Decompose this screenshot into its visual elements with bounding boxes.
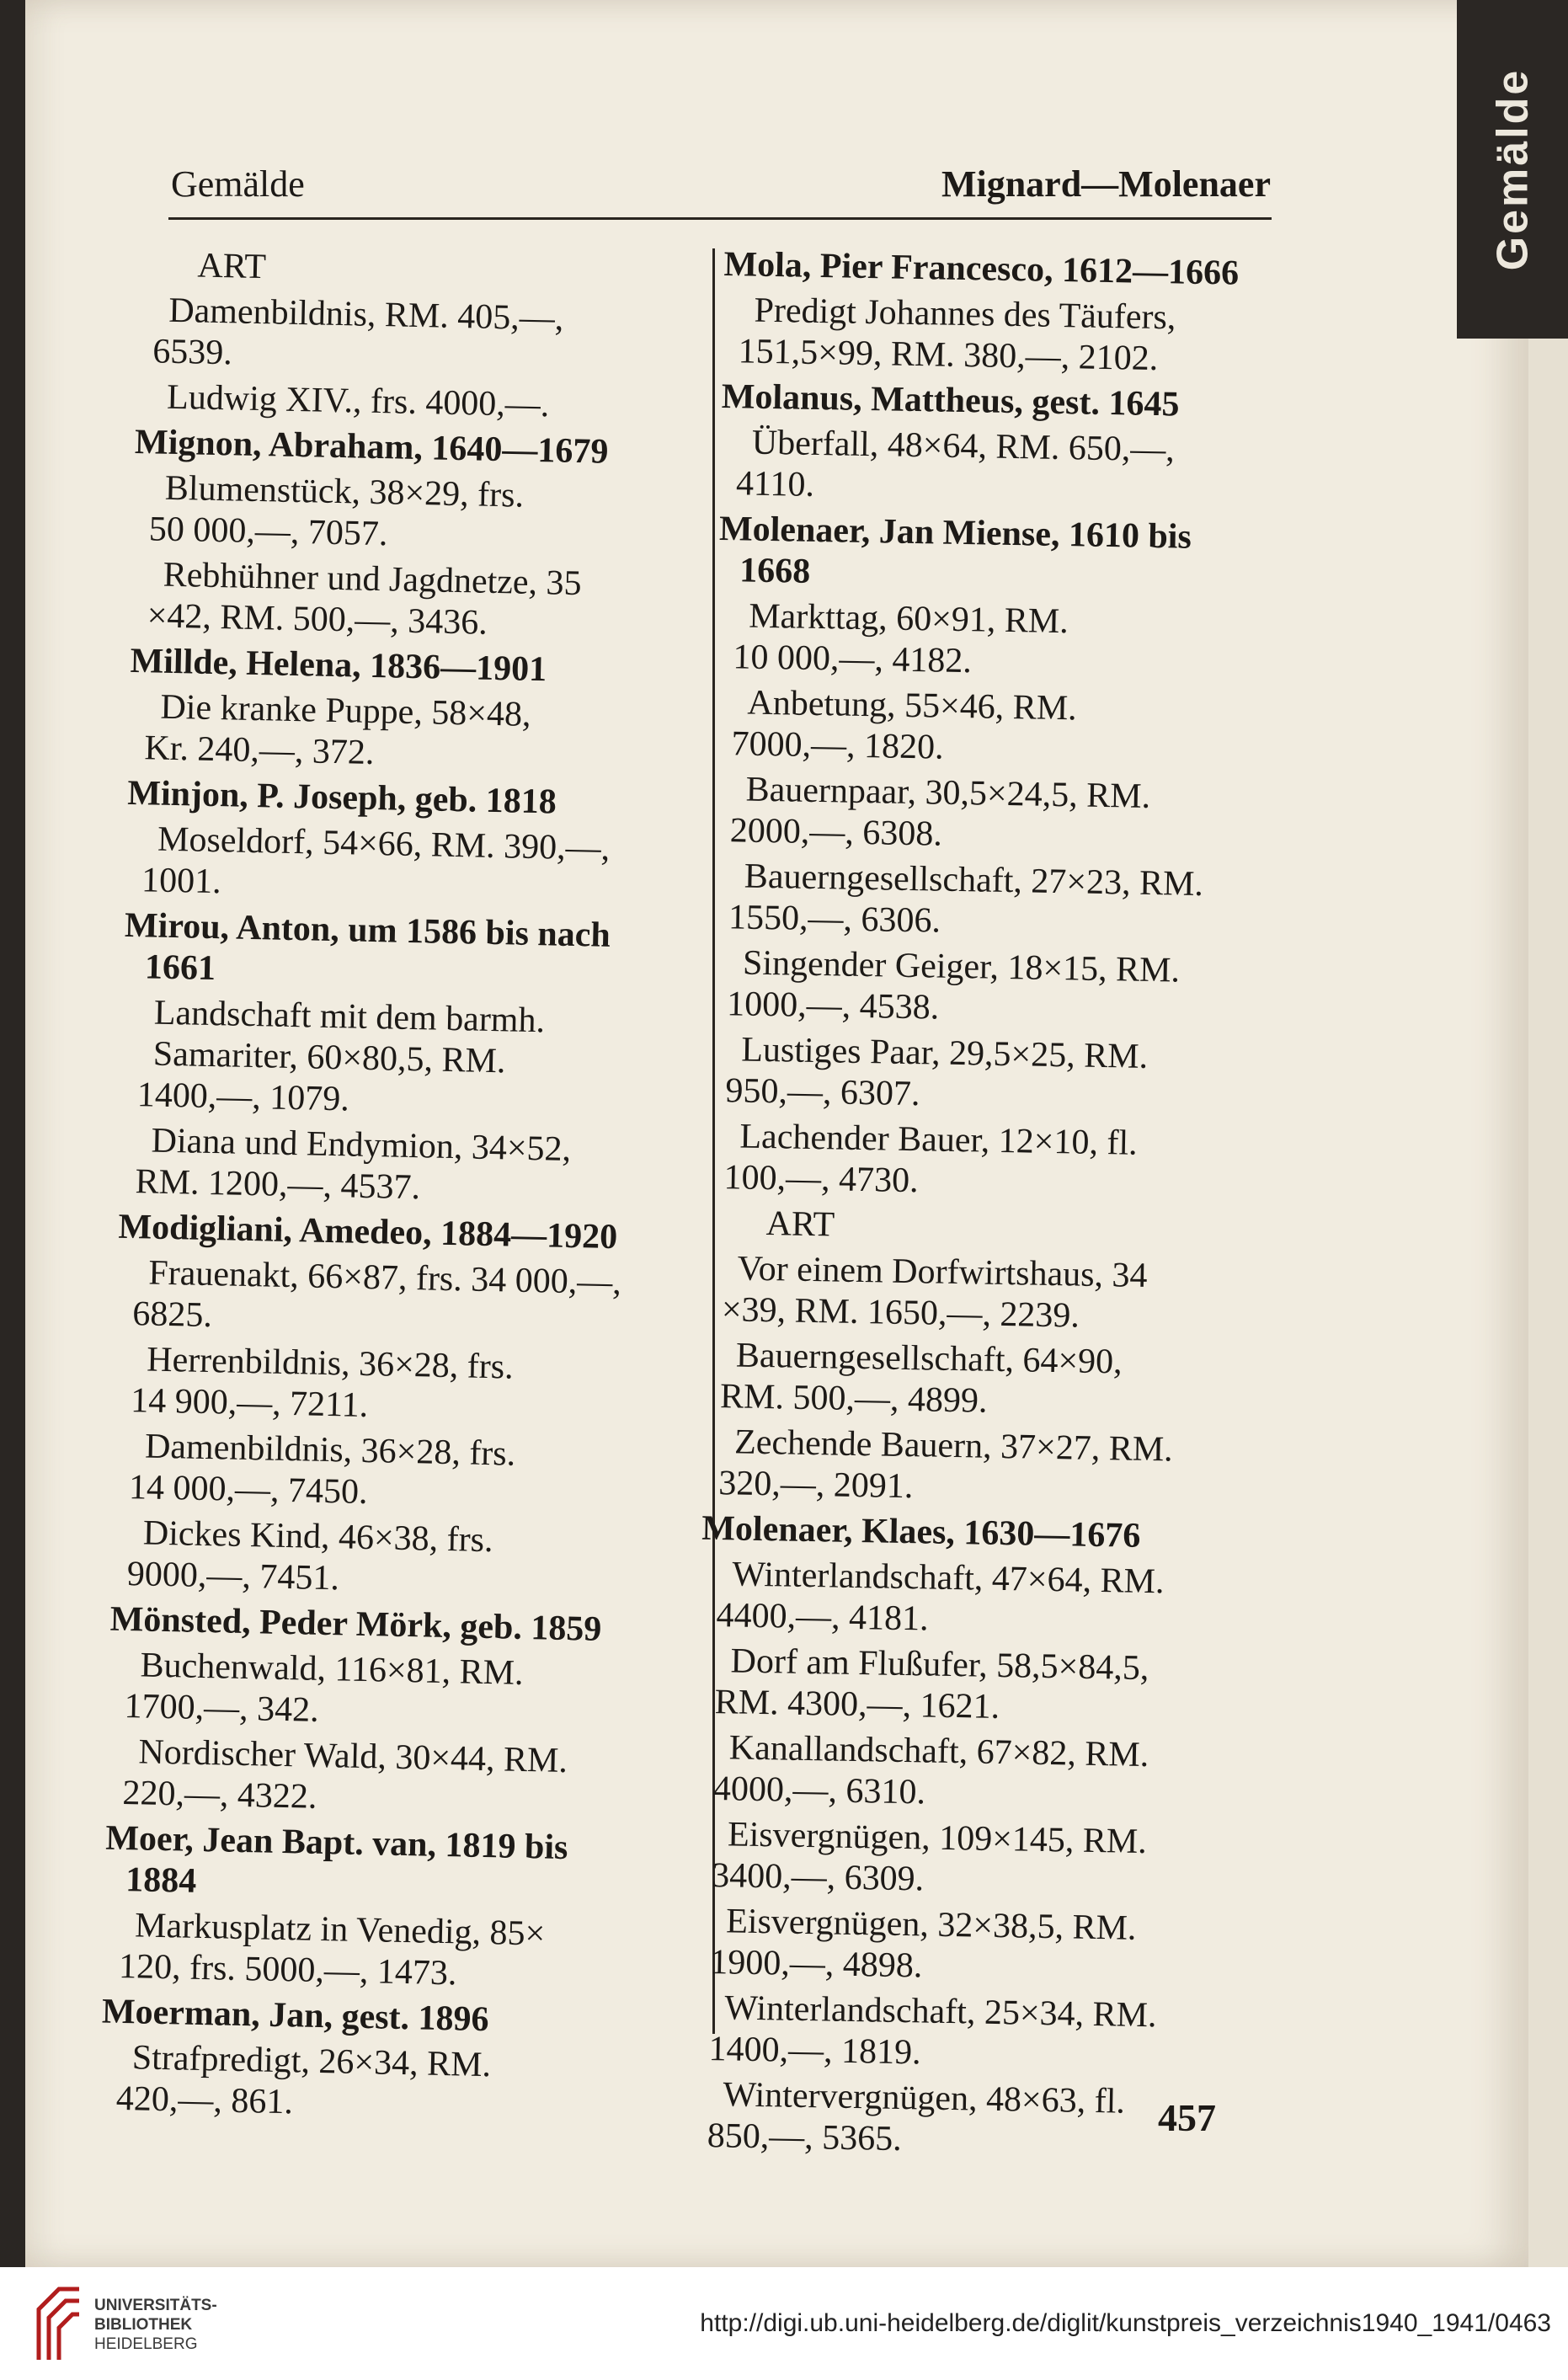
work-entry (708, 1988, 1241, 2079)
art-label: ART (765, 1204, 835, 1245)
artist-name-continuation: 1884 (125, 1860, 197, 1901)
work-title: Eisvergnügen, 109×145, RM. (727, 1815, 1148, 1862)
work-entry (152, 291, 677, 384)
work-entry (124, 1645, 648, 1738)
artist-name: Mignon, Abraham, 1640—1679 (134, 422, 609, 472)
work-entry (716, 1554, 1249, 1646)
artist-name: Millde, Helena, 1836—1901 (130, 641, 547, 690)
section-tab (1457, 0, 1568, 339)
work-entry (731, 683, 1264, 775)
work-title: Winterlandschaft, 25×34, RM. (724, 1988, 1157, 2036)
work-entry (136, 993, 662, 1128)
work-title: Strafpredigt, 26×34, RM. (131, 2038, 492, 2085)
artist-heading (723, 244, 1272, 295)
work-details: 1400,—, 1819. (708, 2030, 921, 2073)
work-details: 151,5×99, RM. 380,—, 2102. (738, 332, 1159, 379)
artist-heading (127, 773, 667, 825)
library-name-line2: BIBLIOTHEK (94, 2316, 193, 2334)
work-details: RM. 1200,—, 4537. (135, 1162, 421, 1208)
work-title: Anbetung, 55×46, RM. (747, 683, 1078, 728)
artist-heading (718, 509, 1267, 600)
work-details: 420,—, 861. (115, 2078, 294, 2122)
work-details: 1700,—, 342. (124, 1687, 320, 1730)
work-title: Wintervergnügen, 48×63, fl. (723, 2075, 1126, 2121)
work-details: ×42, RM. 500,—, 3436. (147, 596, 488, 643)
work-entry (729, 770, 1262, 862)
work-entry (118, 1905, 643, 1998)
work-title: Kanallandschaft, 67×82, RM. (728, 1728, 1149, 1775)
work-entry (735, 423, 1269, 515)
artist-name-continuation: 1668 (739, 551, 811, 591)
work-entry (135, 1121, 659, 1214)
work-title: Rebhühner und Jagdnetze, 35 (163, 555, 583, 604)
artist-heading (118, 1207, 658, 1259)
work-details: 850,—, 5365. (707, 2116, 903, 2159)
work-entry (714, 1641, 1247, 1732)
work-title: Frauenakt, 66×87, frs. 34 000,—, (147, 1253, 622, 1303)
left-column (99, 244, 678, 2135)
work-title: Damenbildnis, 36×28, frs. (144, 1427, 516, 1474)
work-title: Bauerngesellschaft, 27×23, RM. (744, 856, 1204, 905)
running-head-left: Gemälde (171, 163, 305, 205)
source-url-link[interactable]: http://digi.ub.uni-heidelberg.de/diglit/kunstpreis_verzeichnis1940_1941/0463 (700, 2309, 1551, 2337)
artist-heading (109, 1599, 649, 1652)
work-details: 10 000,—, 4182. (733, 638, 973, 681)
right-column (691, 244, 1272, 2170)
work-title: Markttag, 60×91, RM. (748, 596, 1069, 642)
work-entry (711, 1814, 1245, 1906)
work-entry (115, 2037, 640, 2131)
work-entry (126, 1513, 651, 1606)
work-details: 220,—, 4322. (122, 1773, 317, 1817)
artist-heading (124, 905, 664, 999)
work-entry (128, 1426, 653, 1519)
page-edge (1528, 0, 1568, 2267)
work-title: Bauerngesellschaft, 64×90, (735, 1336, 1123, 1382)
artist-name: Moerman, Jan, gest. 1896 (101, 1992, 490, 2040)
artist-name: Minjon, P. Joseph, geb. 1818 (126, 773, 557, 822)
work-title: Zechende Bauern, 37×27, RM. (733, 1422, 1174, 1470)
library-name (94, 2296, 217, 2354)
work-entry (143, 687, 669, 781)
work-entry (725, 1030, 1258, 1122)
work-entry (726, 943, 1260, 1035)
footer-bar (0, 2267, 1568, 2380)
artist-heading (135, 422, 675, 474)
work-title: Dorf am Flußufer, 58,5×84,5, (730, 1641, 1149, 1689)
work-details: ×39, RM. 1650,—, 2239. (721, 1290, 1080, 1336)
work-entry (723, 1116, 1256, 1208)
work-details: 7000,—, 1820. (731, 724, 945, 767)
work-title: Winterlandschaft, 47×64, RM. (732, 1555, 1165, 1602)
artist-name: Molenaer, Jan Miense, 1610 bis (718, 509, 1192, 557)
work-entry (733, 596, 1266, 688)
artist-name: Molenaer, Klaes, 1630—1676 (701, 1508, 1141, 1556)
artist-name: Moer, Jean Bapt. van, 1819 bis (104, 1818, 568, 1868)
artist-heading (130, 641, 669, 693)
running-head-right: Mignard—Molenaer (941, 163, 1271, 205)
work-details: 3400,—, 6309. (711, 1856, 925, 1899)
library-name-line3: HEIDELBERG (94, 2335, 198, 2353)
work-title: Bauernpaar, 30,5×24,5, RM. (745, 770, 1151, 816)
artist-name: Mönsted, Peder Mörk, geb. 1859 (109, 1599, 602, 1649)
work-entry (717, 1422, 1251, 1513)
work-details: 1900,—, 4898. (709, 1943, 923, 1986)
work-details: RM. 4300,—, 1621. (714, 1683, 1000, 1726)
work-details: 14 000,—, 7450. (128, 1468, 369, 1513)
artist-name-continuation: 1661 (144, 947, 216, 989)
work-details: 4000,—, 6310. (712, 1769, 926, 1812)
work-title: Blumenstück, 38×29, frs. (164, 468, 525, 515)
work-entry (141, 819, 666, 913)
work-details: 6539. (152, 332, 233, 373)
artist-heading (102, 1992, 642, 2044)
work-title: Überfall, 48×64, RM. 650,—, (751, 423, 1176, 470)
work-details: 2000,—, 6308. (729, 811, 943, 854)
work-details: 4400,—, 4181. (716, 1596, 929, 1639)
work-title: Herrenbildnis, 36×28, frs. (146, 1340, 515, 1387)
library-logo-icon (34, 2284, 84, 2365)
work-entry (167, 377, 675, 430)
work-title: Eisvergnügen, 32×38,5, RM. (725, 1902, 1137, 1948)
work-details: 950,—, 6307. (725, 1071, 920, 1114)
work-title: Diana und Endymion, 34×52, (151, 1121, 572, 1169)
work-details: 320,—, 2091. (717, 1464, 914, 1507)
work-entry (131, 1253, 657, 1347)
work-details: 4110. (735, 464, 815, 504)
work-details: 1001. (141, 861, 222, 902)
work-details: Kr. 240,—, 372. (143, 728, 375, 772)
work-entry (147, 555, 671, 648)
work-title: Lustiges Paar, 29,5×25, RM. (740, 1030, 1149, 1076)
work-entry (712, 1727, 1246, 1819)
work-entry (130, 1339, 655, 1433)
work-title: Dickes Kind, 46×38, frs. (142, 1513, 493, 1561)
artist-heading (721, 376, 1269, 427)
artist-name: Mola, Pier Francesco, 1612—1666 (723, 244, 1240, 293)
work-details: 9000,—, 7451. (126, 1555, 340, 1598)
work-title: Lachender Bauer, 12×10, fl. (739, 1117, 1138, 1163)
artist-name: Molanus, Mattheus, gest. 1645 (721, 376, 1180, 424)
artist-heading (701, 1508, 1250, 1559)
work-details: 6825. (131, 1294, 213, 1336)
art-label: ART (197, 246, 267, 287)
page-number: 457 (1158, 2096, 1216, 2139)
artist-name: Mirou, Anton, um 1586 bis nach (124, 905, 611, 955)
artist-heading (104, 1818, 645, 1912)
work-details: 50 000,—, 7057. (148, 510, 388, 554)
work-details: 1400,—, 1079. (136, 1075, 350, 1119)
work-details: 120, frs. 5000,—, 1473. (118, 1946, 457, 1993)
work-title: Moseldorf, 54×66, RM. 390,—, (157, 819, 611, 868)
work-details: 14 900,—, 7211. (130, 1381, 369, 1425)
work-entry (721, 1248, 1254, 1340)
work-entry (122, 1732, 647, 1825)
work-title: Die kranke Puppe, 58×48, (160, 687, 531, 734)
work-title: Landschaft mit dem barmh. (153, 993, 546, 1041)
work-details: 1000,—, 4538. (726, 985, 940, 1027)
header-rule (168, 217, 1272, 220)
section-tab-label: Gemälde (1488, 67, 1537, 271)
work-title: Vor einem Dorfwirtshaus, 34 (737, 1249, 1148, 1295)
work-entry (719, 1335, 1253, 1427)
work-title: Damenbildnis, RM. 405,—, (168, 291, 564, 339)
work-entry (709, 1901, 1243, 1993)
work-details: 1550,—, 6306. (728, 898, 941, 941)
work-details: RM. 500,—, 4899. (719, 1377, 988, 1421)
artist-name: Modigliani, Amedeo, 1884—1920 (118, 1207, 618, 1257)
work-title: Nordischer Wald, 30×44, RM. (138, 1732, 568, 1781)
work-title: Predigt Johannes des Täufers, (754, 291, 1176, 338)
work-entry (738, 291, 1271, 382)
work-title: Buchenwald, 116×81, RM. (140, 1646, 524, 1693)
work-details: Samariter, 60×80,5, RM. (152, 1034, 506, 1081)
work-entry (148, 468, 673, 562)
work-entry (728, 856, 1261, 948)
work-title: Markusplatz in Venedig, 85× (134, 1906, 546, 1954)
work-title: Ludwig XIV., frs. 4000,—. (166, 377, 550, 425)
work-details: 100,—, 4730. (723, 1158, 920, 1201)
work-title: Singender Geiger, 18×15, RM. (742, 943, 1181, 990)
library-name-line1: UNIVERSITÄTS- (94, 2297, 217, 2314)
